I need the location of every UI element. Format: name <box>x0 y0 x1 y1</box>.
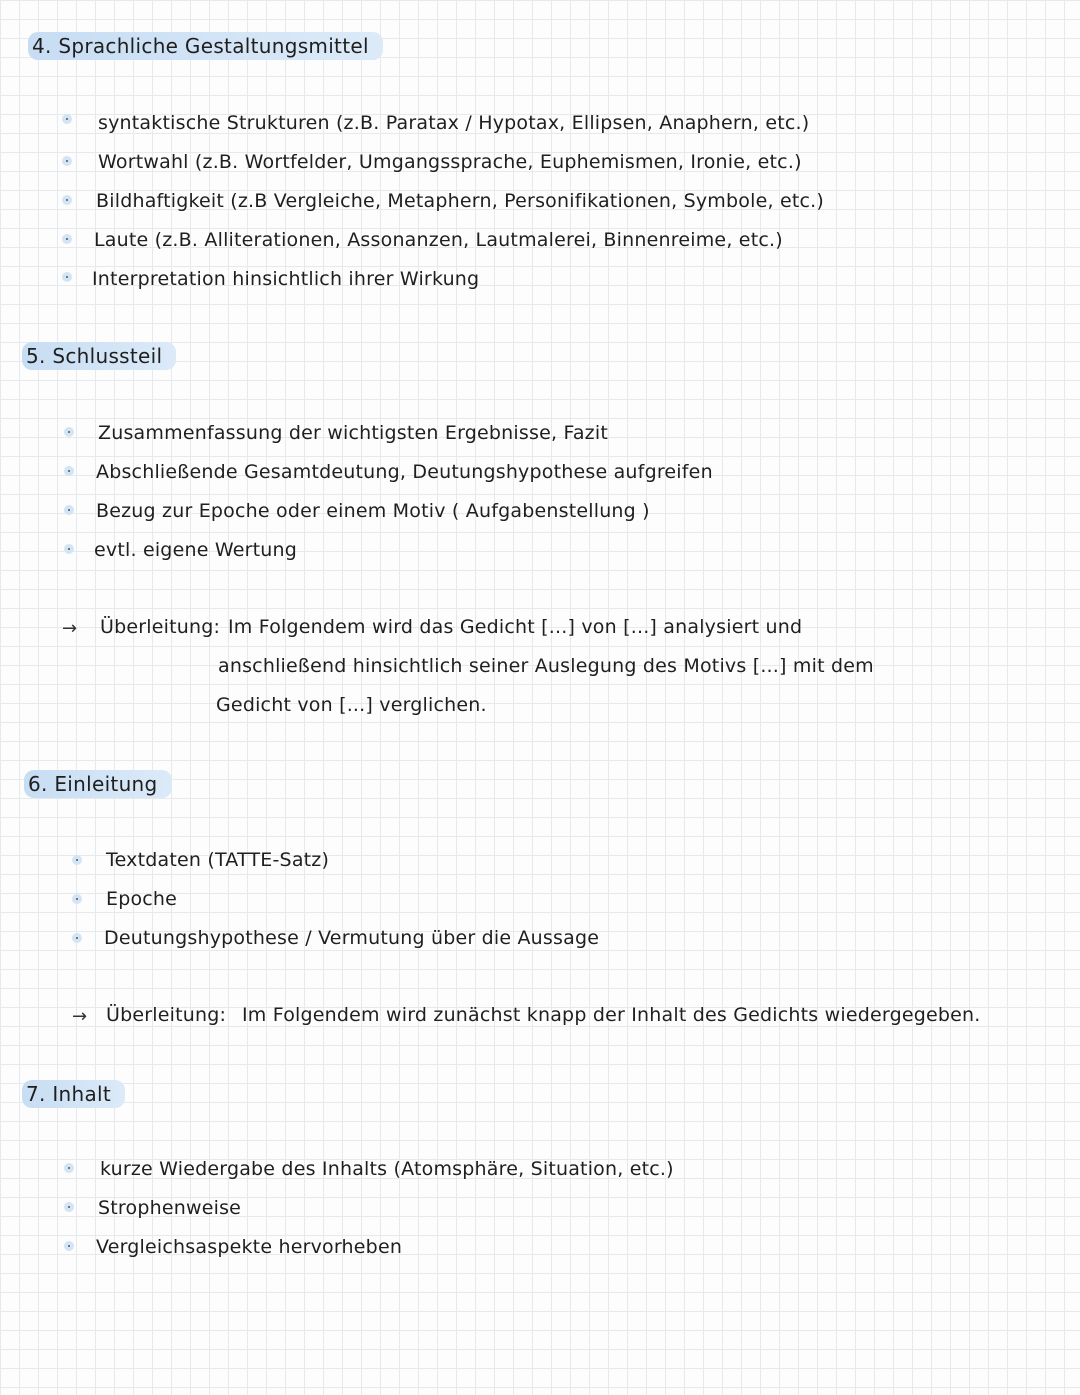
bullet-icon <box>64 544 74 554</box>
bullet-icon <box>62 114 72 124</box>
bullet-icon <box>72 855 82 865</box>
bullet-icon <box>64 1163 74 1173</box>
list-item: Wortwahl (z.B. Wortfelder, Umgangssprache, Euphemismen, Ironie, etc.) <box>98 151 802 173</box>
bullet-icon <box>72 894 82 904</box>
list-item: Epoche <box>106 888 178 910</box>
list-item: Deutungshypothese / Vermutung über die Aussage <box>104 927 600 949</box>
arrow-right-icon: → <box>72 1006 88 1027</box>
list-item: syntaktische Strukturen (z.B. Paratax / Hypotax, Ellipsen, Anaphern, etc.) <box>98 112 810 134</box>
bullet-icon <box>72 933 82 943</box>
transition-text: Im Folgendem wird das Gedicht [...] von [...] analysiert und <box>228 616 803 638</box>
bullet-icon <box>62 156 72 166</box>
list-item: Textdaten (TATTE-Satz) <box>106 849 330 871</box>
bullet-icon <box>64 505 74 515</box>
transition-label: Überleitung: <box>100 616 221 638</box>
bullet-icon <box>64 466 74 476</box>
bullet-icon <box>64 427 74 437</box>
list-item: kurze Wiedergabe des Inhalts (Atomsphäre, Situation, etc.) <box>100 1158 674 1180</box>
bullet-icon <box>62 234 72 244</box>
list-item: Bezug zur Epoche oder einem Motiv ( Aufgabenstellung ) <box>96 500 650 522</box>
arrow-right-icon: → <box>62 618 78 639</box>
list-item: Bildhaftigkeit (z.B Vergleiche, Metaphern, Personifikationen, Symbole, etc.) <box>96 190 824 212</box>
list-item: Laute (z.B. Alliterationen, Assonanzen, Lautmalerei, Binnenreime, etc.) <box>94 229 783 251</box>
transition-text: anschließend hinsichtlich seiner Auslegung des Motivs [...] mit dem <box>218 655 874 677</box>
transition-text: Gedicht von [...] verglichen. <box>216 694 487 716</box>
transition-label: Überleitung: <box>106 1004 227 1026</box>
list-item: Abschließende Gesamtdeutung, Deutungshypothese aufgreifen <box>96 461 713 483</box>
bullet-icon <box>62 272 72 282</box>
list-item: evtl. eigene Wertung <box>94 539 297 561</box>
section-5-heading: 5. Schlussteil <box>22 344 176 368</box>
section-7-heading: 7. Inhalt <box>22 1082 125 1106</box>
list-item: Interpretation hinsichtlich ihrer Wirkung <box>92 268 480 290</box>
list-item: Zusammenfassung der wichtigsten Ergebnisse, Fazit <box>98 422 608 444</box>
section-4-heading: 4. Sprachliche Gestaltungsmittel <box>28 34 383 58</box>
section-6-heading: 6. Einleitung <box>24 772 172 796</box>
list-item: Vergleichsaspekte hervorheben <box>96 1236 403 1258</box>
bullet-icon <box>64 1202 74 1212</box>
list-item: Strophenweise <box>98 1197 242 1219</box>
transition-text: Im Folgendem wird zunächst knapp der Inhalt des Gedichts wiedergegeben. <box>242 1004 981 1026</box>
bullet-icon <box>64 1241 74 1251</box>
bullet-icon <box>62 195 72 205</box>
